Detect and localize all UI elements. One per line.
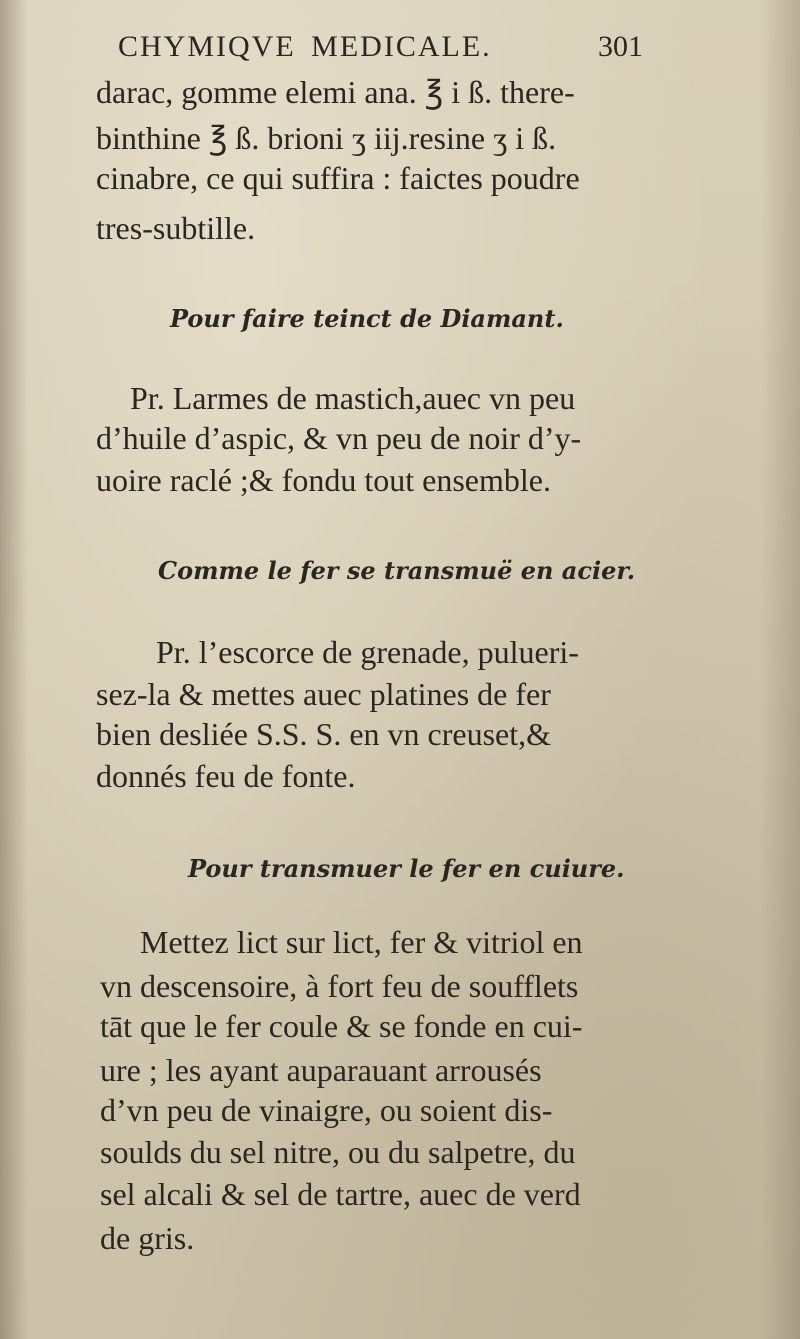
text-line: binthine ℥ ß. brioni ʒ iij.resine ʒ i ß. bbox=[96, 120, 557, 156]
text-line: uoire raclé ;& fondu tout ensemble. bbox=[96, 462, 551, 498]
text-line: soulds du sel nitre, ou du salpetre, du bbox=[100, 1134, 576, 1170]
text-line: darac, gomme elemi ana. ℥ i ß. there- bbox=[96, 74, 575, 110]
text-line: ure ; les ayant auparauant arrousés bbox=[100, 1052, 542, 1088]
text-line: bien desliée S.S. S. en vn creuset,& bbox=[96, 716, 552, 752]
text-line: de gris. bbox=[100, 1220, 195, 1256]
section-heading: Pour faire teinct de Diamant. bbox=[170, 304, 564, 333]
text-line: sez-la & mettes auec platines de fer bbox=[96, 676, 551, 712]
text-line: Pr. Larmes de mastich,auec vn peu bbox=[130, 380, 576, 416]
text-line: d’huile d’aspic, & vn peu de noir d’y- bbox=[96, 420, 582, 456]
text-line: donnés feu de fonte. bbox=[96, 758, 356, 794]
text-line: Pr. l’escorce de grenade, pulueri- bbox=[156, 634, 579, 670]
text-line: vn descensoire, à fort feu de soufflets bbox=[100, 968, 579, 1004]
text-line: Mettez lict sur lict, fer & vitriol en bbox=[140, 924, 583, 960]
text-line: cinabre, ce qui suffira : faictes poudre bbox=[96, 160, 580, 196]
page-edge-shadow bbox=[760, 0, 800, 1339]
text-line: d’vn peu de vinaigre, ou soient dis- bbox=[100, 1092, 553, 1128]
section-heading: Pour transmuer le fer en cuiure. bbox=[188, 854, 625, 883]
page-header bbox=[118, 30, 658, 64]
page-gutter-shadow bbox=[0, 0, 28, 1339]
text-line: tres-subtille. bbox=[96, 210, 256, 246]
text-line: tāt que le fer coule & se fonde en cui- bbox=[100, 1008, 583, 1044]
section-heading: Comme le fer se transmuë en acier. bbox=[158, 556, 636, 585]
running-title: CHYMIQVE MEDICALE. bbox=[118, 30, 492, 63]
text-line: sel alcali & sel de tartre, auec de verd bbox=[100, 1176, 581, 1212]
page-number: 301 bbox=[598, 30, 643, 63]
